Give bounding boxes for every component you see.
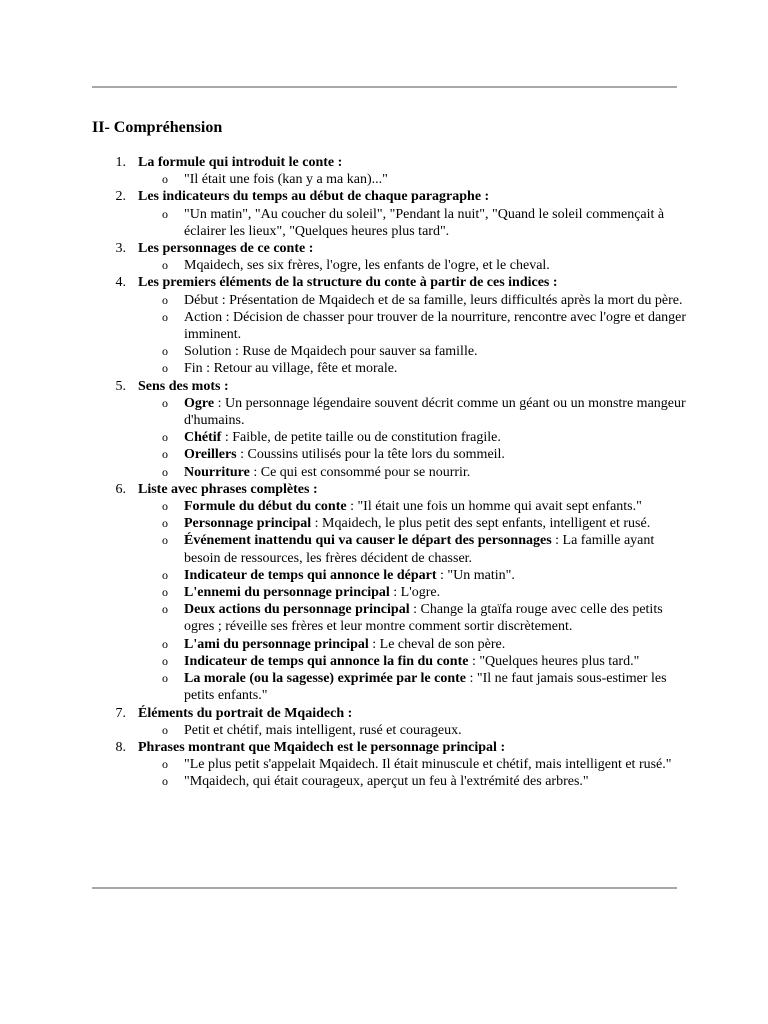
circle-bullet-icon: o <box>162 361 168 376</box>
circle-bullet-icon: o <box>162 395 168 410</box>
sub-item-text: : Le cheval de son père. <box>368 636 506 652</box>
item-number: 1. <box>115 155 126 170</box>
sub-item <box>138 515 692 532</box>
sub-item-text: : Mqaidech, le plus petit des sept enfants, intelligent et rusé. <box>311 516 651 532</box>
sub-item-text: : Faible, de petite taille ou de constitution fragile. <box>221 430 501 446</box>
item-title: Sens des mots : <box>138 378 229 394</box>
circle-bullet-icon: o <box>162 344 168 359</box>
item-title: Phrases montrant que Mqaidech est le personnage principal : <box>138 739 506 755</box>
sub-item <box>138 653 692 670</box>
circle-bullet-icon: o <box>162 533 168 548</box>
sub-list <box>138 395 692 481</box>
sub-item-text: Solution : Ruse de Mqaidech pour sauver sa famille. <box>184 344 478 360</box>
sub-item-text: : "Il était une fois un homme qui avait sept enfants." <box>346 499 642 515</box>
sub-item-term: L'ami du personnage principal <box>184 636 369 652</box>
list-item <box>92 188 692 240</box>
sub-item <box>138 584 692 601</box>
item-title: Les indicateurs du temps au début de chaque paragraphe : <box>138 189 490 205</box>
sub-item <box>138 498 692 515</box>
item-number: 5. <box>115 378 126 394</box>
item-title: Les personnages de ce conte : <box>138 241 314 257</box>
item-title: Liste avec phrases complètes : <box>138 481 318 497</box>
circle-bullet-icon: o <box>162 602 168 617</box>
sub-item <box>138 360 692 377</box>
sub-item-text: : Un personnage légendaire souvent décrit comme un géant ou un monstre mangeur d'humains. <box>184 395 686 429</box>
sub-item-text: "Mqaidech, qui était courageux, aperçut un feu à l'extrémité des arbres." <box>184 774 589 790</box>
sub-item-text: "Le plus petit s'appelait Mqaidech. Il était minuscule et chétif, mais intelligent et rusé." <box>184 757 672 773</box>
sub-item-term: Ogre <box>184 395 215 411</box>
sub-item-term: L'ennemi du personnage principal <box>184 585 390 601</box>
item-number: 8. <box>115 739 126 755</box>
sub-list <box>138 292 692 378</box>
sub-item-text: : "Un matin". <box>436 567 515 583</box>
sub-item <box>138 670 692 704</box>
circle-bullet-icon: o <box>162 757 168 772</box>
circle-bullet-icon: o <box>162 499 168 514</box>
sub-item <box>138 722 692 739</box>
sub-item-term: Indicateur de temps qui annonce la fin du conte <box>184 653 469 669</box>
circle-bullet-icon: o <box>162 636 168 651</box>
list-item <box>92 705 692 739</box>
sub-item <box>138 756 692 773</box>
circle-bullet-icon: o <box>162 516 168 531</box>
sub-item-text: : La famille ayant besoin de ressources, les frères décident de chasser. <box>184 533 655 566</box>
bottom-divider <box>92 887 677 889</box>
sub-item <box>138 292 692 309</box>
sub-item-term: Indicateur de temps qui annonce le départ <box>184 567 437 583</box>
sub-item <box>138 773 692 790</box>
list-item <box>92 739 692 791</box>
sub-item <box>138 532 692 566</box>
sub-item-text: "Il était une fois (kan y a ma kan)..." <box>184 172 388 188</box>
sub-item-text: : L'ogre. <box>389 585 441 601</box>
item-number: 2. <box>115 189 126 205</box>
item-number: 7. <box>115 705 126 721</box>
sub-item <box>138 309 692 343</box>
list-item <box>92 154 692 188</box>
circle-bullet-icon: o <box>162 206 168 221</box>
sub-item-term: Oreillers <box>184 447 237 463</box>
sub-item-text: "Un matin", "Au coucher du soleil", "Pendant la nuit", "Quand le soleil commençait à éclairer les lieux", "Quelques heures plus tard". <box>184 206 665 239</box>
circle-bullet-icon: o <box>162 585 168 600</box>
circle-bullet-icon: o <box>162 430 168 445</box>
circle-bullet-icon: o <box>162 653 168 668</box>
sub-item-text: Fin : Retour au village, fête et morale. <box>184 361 398 377</box>
sub-item <box>138 601 692 635</box>
circle-bullet-icon: o <box>162 567 168 582</box>
sub-item <box>138 395 692 429</box>
sub-item-text: : "Il ne faut jamais sous-estimer les petits enfants." <box>184 671 667 704</box>
circle-bullet-icon: o <box>162 774 168 789</box>
circle-bullet-icon: o <box>162 447 168 462</box>
sub-item <box>138 567 692 584</box>
sub-item-text: : "Quelques heures plus tard." <box>468 653 640 669</box>
item-number: 4. <box>115 275 126 291</box>
circle-bullet-icon: o <box>162 464 168 479</box>
sub-item-text: : Coussins utilisés pour la tête lors du sommeil. <box>236 447 505 463</box>
item-number: 6. <box>115 481 126 497</box>
sub-list <box>138 722 692 739</box>
sub-list <box>138 206 692 240</box>
sub-item-text: : Change la gtaïfa rouge avec celle des petits ogres ; réveille ses frères et leur montre comment sortir discrètement. <box>184 602 663 635</box>
item-title: Les premiers éléments de la structure du conte à partir de ces indices : <box>138 275 558 291</box>
sub-item-term: Chétif <box>184 430 222 446</box>
list-item <box>92 378 692 481</box>
list-item <box>92 274 692 377</box>
item-title: La formule qui introduit le conte : <box>138 155 343 170</box>
circle-bullet-icon: o <box>162 258 168 273</box>
sub-item <box>138 429 692 446</box>
circle-bullet-icon: o <box>162 172 168 187</box>
list-item <box>92 240 692 274</box>
sub-item-term: Personnage principal <box>184 516 312 532</box>
sub-item-term: La morale (ou la sagesse) exprimée par le conte <box>184 671 467 687</box>
sub-item <box>138 343 692 360</box>
circle-bullet-icon: o <box>162 671 168 686</box>
sub-item-text: Mqaidech, ses six frères, l'ogre, les enfants de l'ogre, et le cheval. <box>184 258 550 274</box>
sub-item <box>138 171 692 188</box>
section-heading: II- Compréhension <box>92 119 223 136</box>
item-number: 3. <box>115 241 126 257</box>
circle-bullet-icon: o <box>162 292 168 307</box>
sub-item-term: Deux actions du personnage principal <box>184 602 410 618</box>
sub-item <box>138 257 692 274</box>
circle-bullet-icon: o <box>162 722 168 737</box>
sub-list <box>138 498 692 704</box>
circle-bullet-icon: o <box>162 309 168 324</box>
comprehension-list <box>92 154 692 791</box>
list-item <box>92 481 692 705</box>
sub-item <box>138 446 692 463</box>
sub-item-term: Événement inattendu qui va causer le départ des personnages <box>184 533 552 549</box>
sub-list <box>138 756 692 790</box>
sub-item <box>138 464 692 481</box>
sub-item-text: : Ce qui est consommé pour se nourrir. <box>249 464 471 480</box>
sub-list <box>138 257 692 274</box>
item-title: Éléments du portrait de Mqaidech : <box>138 705 353 721</box>
sub-item-text: Petit et chétif, mais intelligent, rusé et courageux. <box>184 722 462 738</box>
sub-list <box>138 171 692 188</box>
sub-item-text: Début : Présentation de Mqaidech et de sa famille, leurs difficultés après la mort du père. <box>184 292 683 308</box>
sub-item-term: Nourriture <box>184 464 250 480</box>
sub-item <box>138 636 692 653</box>
sub-item <box>138 206 692 240</box>
top-divider <box>92 86 677 88</box>
sub-item-term: Formule du début du conte <box>184 499 347 515</box>
sub-item-text: Action : Décision de chasser pour trouver de la nourriture, rencontre avec l'ogre et danger imminent. <box>184 309 687 343</box>
